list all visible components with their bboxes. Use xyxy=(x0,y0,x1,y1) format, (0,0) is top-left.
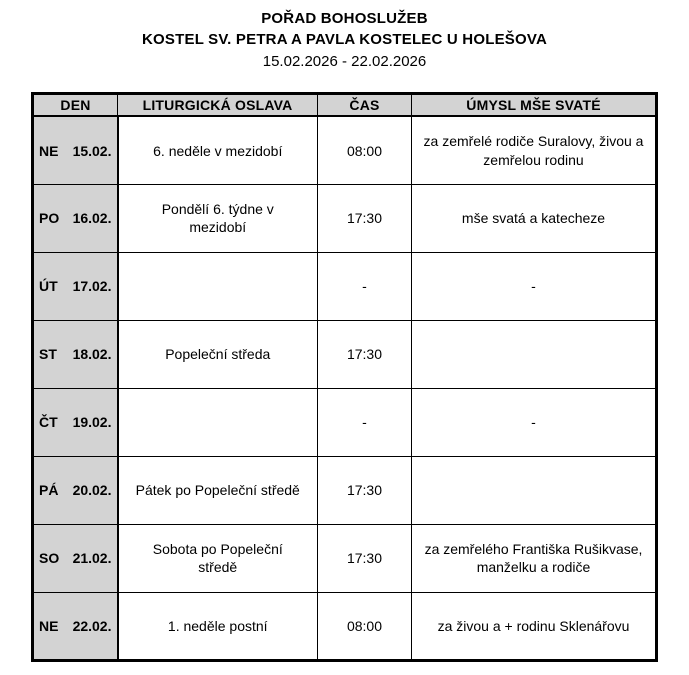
day-abbr: ST xyxy=(39,346,57,363)
schedule-table-body xyxy=(33,116,657,660)
time-cell: 17:30 xyxy=(318,320,412,388)
time-cell: 17:30 xyxy=(318,184,412,252)
day-abbr: PÁ xyxy=(39,482,59,499)
day-date: 20.02. xyxy=(72,482,112,499)
day-abbr: ČT xyxy=(39,414,58,431)
table-row xyxy=(33,184,657,252)
table-header-row xyxy=(33,94,657,117)
celebration-cell xyxy=(118,388,318,456)
day-date: 16.02. xyxy=(72,210,112,227)
day-cell xyxy=(33,388,118,456)
day-label xyxy=(39,617,112,635)
table-row xyxy=(33,592,657,660)
celebration-cell: 1. neděle postní xyxy=(118,592,318,660)
intention-cell: - xyxy=(412,388,657,456)
celebration-cell: Pondělí 6. týdne v mezidobí xyxy=(118,184,318,252)
day-label xyxy=(39,549,112,567)
document-title: POŘAD BOHOSLUŽEB xyxy=(261,10,428,27)
time-cell: 08:00 xyxy=(318,116,412,184)
table-row xyxy=(33,252,657,320)
day-date: 22.02. xyxy=(72,617,112,634)
intention-cell xyxy=(412,456,657,524)
intention-cell: - xyxy=(412,252,657,320)
time-cell: - xyxy=(318,252,412,320)
celebration-cell xyxy=(118,252,318,320)
day-abbr: ÚT xyxy=(39,278,58,295)
schedule-table xyxy=(31,92,658,662)
column-header-day: DEN xyxy=(33,94,118,117)
church-name: KOSTEL SV. PETRA A PAVLA KOSTELEC U HOLEŠOVA xyxy=(142,30,547,48)
day-cell xyxy=(33,456,118,524)
day-date: 18.02. xyxy=(72,346,112,363)
intention-cell: za zemřelého Františka Rušikvase, manželku a rodiče xyxy=(412,524,657,592)
column-header-celebration: LITURGICKÁ OSLAVA xyxy=(118,94,318,117)
day-abbr: PO xyxy=(39,210,60,227)
time-cell: 17:30 xyxy=(318,524,412,592)
day-cell xyxy=(33,592,118,660)
intention-cell xyxy=(412,320,657,388)
day-label xyxy=(39,413,112,431)
day-abbr: SO xyxy=(39,550,60,567)
day-label xyxy=(39,209,112,227)
day-label xyxy=(39,481,112,499)
celebration-cell: Pátek po Popeleční středě xyxy=(118,456,318,524)
celebration-cell: 6. neděle v mezidobí xyxy=(118,116,318,184)
day-cell xyxy=(33,252,118,320)
intention-cell: za zemřelé rodiče Suralovy, živou a zemřelou rodinu xyxy=(412,116,657,184)
celebration-cell: Popeleční středa xyxy=(118,320,318,388)
day-cell xyxy=(33,184,118,252)
time-cell: - xyxy=(318,388,412,456)
document-header xyxy=(0,0,689,70)
table-row xyxy=(33,320,657,388)
intention-cell: za živou a + rodinu Sklenářovu xyxy=(412,592,657,660)
day-date: 17.02. xyxy=(72,278,112,295)
column-header-intention: ÚMYSL MŠE SVATÉ xyxy=(412,94,657,117)
time-cell: 08:00 xyxy=(318,592,412,660)
day-cell xyxy=(33,524,118,592)
intention-cell: mše svatá a katecheze xyxy=(412,184,657,252)
day-date: 15.02. xyxy=(72,142,112,159)
celebration-cell: Sobota po Popeleční středě xyxy=(118,524,318,592)
day-cell xyxy=(33,320,118,388)
day-abbr: NE xyxy=(39,142,59,159)
day-date: 21.02. xyxy=(72,550,112,567)
table-row xyxy=(33,116,657,184)
date-range: 15.02.2026 - 22.02.2026 xyxy=(262,53,427,71)
day-label xyxy=(39,345,112,363)
day-cell xyxy=(33,116,118,184)
day-label xyxy=(39,142,112,160)
day-date: 19.02. xyxy=(72,414,112,431)
table-row xyxy=(33,388,657,456)
time-cell: 17:30 xyxy=(318,456,412,524)
table-row xyxy=(33,524,657,592)
day-abbr: NE xyxy=(39,617,59,634)
column-header-time: ČAS xyxy=(318,94,412,117)
day-label xyxy=(39,277,112,295)
table-row xyxy=(33,456,657,524)
